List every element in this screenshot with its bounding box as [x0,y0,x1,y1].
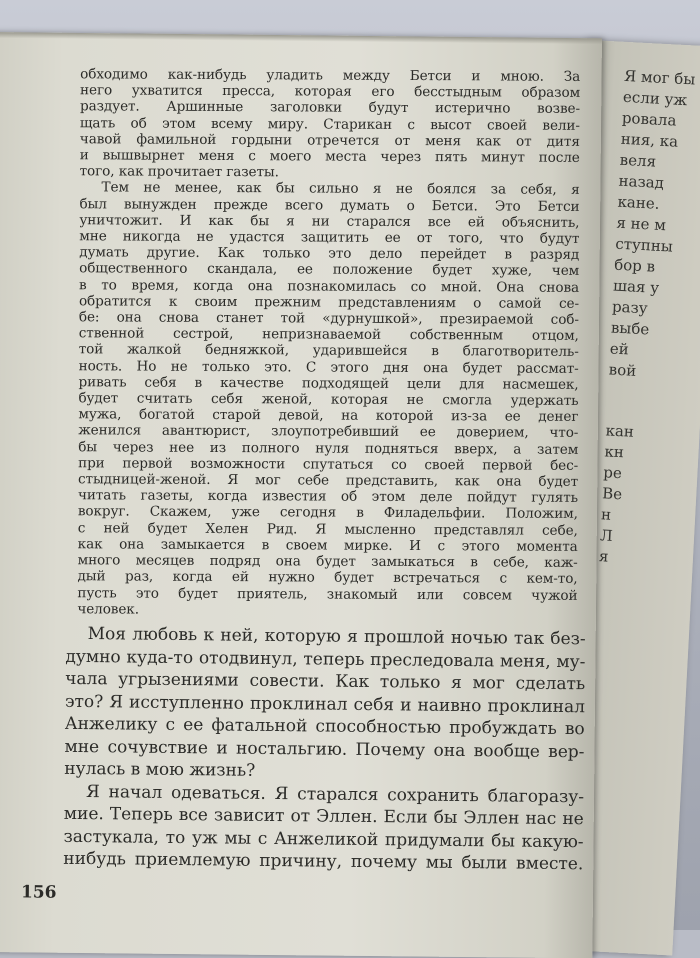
text-line: ственной сестрой, непризнаваемой собственным отцом, [78,325,579,345]
facing-line: ступны [614,234,674,256]
text-line: в то время, когда она познакомилась со мной. Она снова [79,276,580,296]
text-line: мне никогда не удастся защитить ее от того, что будут [79,228,580,247]
text-line: раздует. Аршинные заголовки будут истерично возве- [79,98,581,118]
text-line: бы через нее из полного нуля подняться вверх, а затем [78,438,579,458]
text-line: стыдницей-женой. Я мог себе представить, как она будет [78,471,579,490]
text-line: щать об этом всему миру. Старикан с высот своей вели- [79,114,580,134]
small-print-section [77,66,580,620]
text-line: обходимо как-нибудь уладить между Бетси и мною. За [80,66,581,85]
text-line: с ней будет Хелен Рид. Я мысленно представлял себе, [77,519,578,539]
facing-line: назад [618,171,665,193]
paragraph-1 [80,66,581,182]
text-line: будет считать себя женой, которая не смогла удержать [78,390,579,409]
paragraph-4 [63,780,584,875]
facing-line: выбе [610,318,650,339]
text-line: это? Я исступленно проклинал себя и наивно проклинал [64,691,586,717]
facing-line: если уж [622,87,688,110]
text-line: Я начал одеваться. Я старался сохранить благоразу- [85,781,585,807]
facing-line: н [600,505,612,524]
facing-line: ния, ка [620,129,679,151]
text-line: вокруг. Скажем, уже сегодня в Филадельфии. Положим, [77,503,578,523]
text-line: много месяцев подряд она будет замыкаться в себе, каж- [77,552,578,571]
facing-line: кане. [617,192,660,213]
text-line: уничтожит. И как бы я ни старался все ей объяснить, [79,212,580,231]
text-line: и вышвырнет меня с моего места через пять минут после [79,147,580,166]
text-line: при первой возможности спутаться со своей первой бес- [78,455,579,474]
facing-line: вой [608,360,637,380]
facing-line: кн [604,442,625,462]
text-line: ривать себя в качестве подходящей цели для насмешек, [78,374,579,393]
text-line: Тем не менее, как бы сильно я не боялся за себя, я [101,179,580,199]
paragraph-3 [64,623,586,786]
facing-line: ей [609,339,630,359]
facing-line: Л [599,526,614,545]
text-line: думать другие. Как только это дело перейдет в разряд [79,244,580,264]
text-line: общественного скандала, ее положение будет хуже, чем [79,260,580,280]
text-line: чала угрызениями совести. Как только я мог сделать [65,668,586,695]
text-line: ность. Но не только это. С этого дня она будет рассмат- [78,357,579,377]
text-line: мие. Теперь все зависит от Эллен. Если бы Эллен нас не [63,803,584,830]
facing-line: разу [611,297,649,318]
facing-line: веля [619,150,657,171]
text-line: женился авантюрист, злоупотребивший ее доверием, что- [78,422,579,442]
page-number: 156 [20,882,57,903]
text-line: пусть это будет приятель, знакомый или совсем чужой [77,584,578,604]
facing-line: ровала [621,108,677,130]
text-line: той жалкой бедняжкой, ударившейся в благотворитель- [78,341,579,361]
facing-line: бор в [613,255,656,276]
text-line: думно куда-то отодвинул, теперь преследовала меня, му- [65,646,586,672]
facing-line: Я мог бы [623,66,696,89]
text-line: Моя любовь к ней, которую я прошлой ночью так без- [87,624,586,650]
text-line: того, как прочитает газеты. [79,163,279,181]
text-line: человек. [77,600,139,618]
text-line: него ухватится пресса, которая его бесстыдным образом [80,82,581,102]
text-line: мужа, богатой старой девой, на которой из-за ее денег [78,406,579,426]
paragraph-2 [77,180,579,620]
text-line: обратится к своим прежним представлениям о самой се- [78,293,580,312]
facing-line: кан [605,421,635,441]
facing-line: Ве [601,484,623,504]
text-line: чавой фамильной гордыни отречется от меня как от дитя [79,131,580,150]
facing-line: я [598,547,609,566]
large-print-section [63,623,586,876]
text-line: дый раз, когда ей нужно будет встречаться с кем-то, [77,568,578,588]
book-page [0,32,602,958]
text-line: читать газеты, когда известия об этом деле пойдут гулять [77,487,578,507]
text-line: Анжелику с ее фатальной способностью пробуждать во [64,713,585,740]
text-line: как она замыкается в своем мирке. И с этого момента [77,536,578,555]
facing-line: я не м [616,213,667,235]
text-line: застукала, то уж мы с Анжеликой придумали бы какую- [63,826,584,852]
facing-line: ре [602,463,623,483]
text-line: нибудь приемлемую причину, почему мы были вместе. [63,848,584,875]
text-line: бе: она снова станет той «дурнушкой», презираемой соб- [78,309,579,328]
text-line: нулась в мою жизнь? [64,758,256,781]
text-line: мне сочувствие и ностальгию. Почему она вообще вер- [64,736,585,762]
text-line: был вынужден прежде всего думать о Бетси. Это Бетси [79,195,580,215]
facing-line: шая у [612,276,660,297]
